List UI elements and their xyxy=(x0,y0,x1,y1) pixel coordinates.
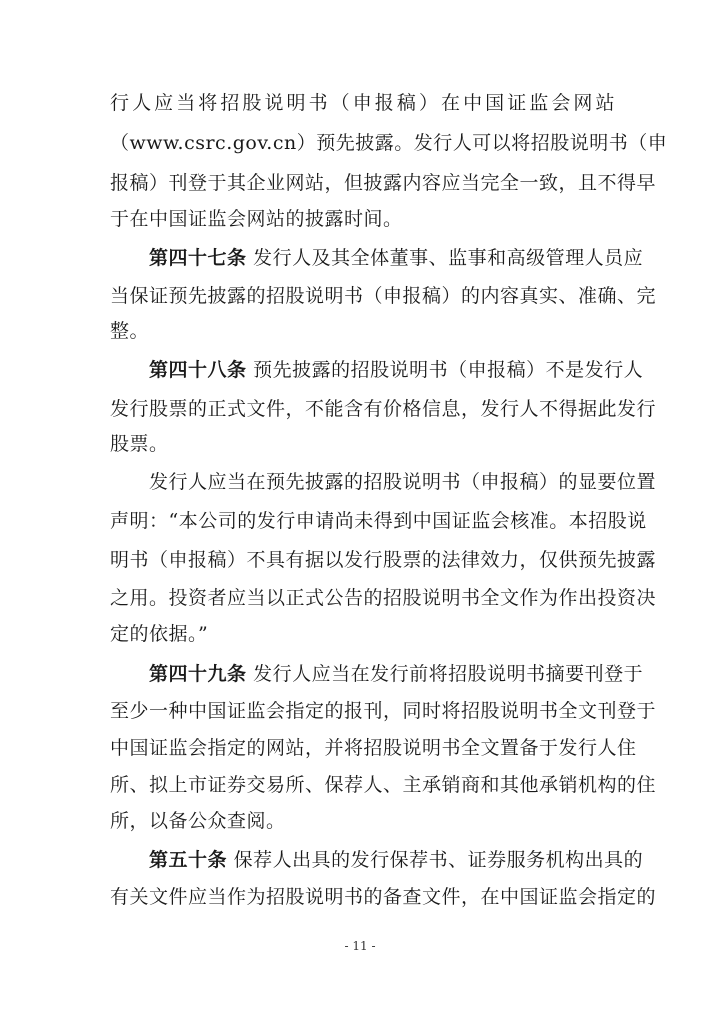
text-line: 行人应当将招股说明书（申报稿）在中国证监会网站 xyxy=(110,92,615,114)
article-text: 发行人及其全体董事、监事和高级管理人员应 xyxy=(253,247,644,269)
article-49-first-line xyxy=(149,654,644,694)
article-title: 第四十七条 xyxy=(149,247,247,269)
article-text: 发行人应当在发行前将招股说明书摘要刊登于 xyxy=(253,663,644,685)
text-line: （www.csrc.gov.cn）预先披露。发行人可以将招股说明书（申 xyxy=(110,132,668,154)
text-line: 至少一种中国证监会指定的报刊，同时将招股说明书全文刊登于 xyxy=(110,700,657,722)
page-number: - 11 - xyxy=(344,939,376,953)
text-line: 发行股票的正式文件，不能含有价格信息，发行人不得据此发行 xyxy=(110,398,657,420)
text-line: 当保证预先披露的招股说明书（申报稿）的内容真实、准确、完 xyxy=(110,285,657,307)
text-line: 所，以备公众查阅。 xyxy=(110,810,286,832)
text-line: 整。 xyxy=(110,320,150,342)
text-line: 定的依据。” xyxy=(110,623,209,645)
text-line: 所、拟上市证券交易所、保荐人、主承销商和其他承销机构的住 xyxy=(110,774,657,796)
text-line: 明书（申报稿）不具有据以发行股票的法律效力，仅供预先披露 xyxy=(110,549,657,571)
article-text: 预先披露的招股说明书（申报稿）不是发行人 xyxy=(253,359,644,381)
text-line: 于在中国证监会网站的披露时间。 xyxy=(110,208,403,230)
text-line: 声明：“本公司的发行申请尚未得到中国证监会核准。本招股说 xyxy=(110,510,647,532)
text-line: 中国证监会指定的网站，并将招股说明书全文置备于发行人住 xyxy=(110,737,637,759)
article-title: 第五十条 xyxy=(149,849,228,871)
article-title: 第四十八条 xyxy=(149,359,247,381)
text-line: 股票。 xyxy=(110,433,169,455)
text-line: 发行人应当在预先披露的招股说明书（申报稿）的显要位置 xyxy=(149,471,657,493)
article-text: 保荐人出具的发行保荐书、证券服务机构出具的 xyxy=(233,849,644,871)
article-50-first-line xyxy=(149,840,644,880)
article-48-first-line xyxy=(149,350,644,390)
article-47-first-line xyxy=(149,238,644,278)
article-title: 第四十九条 xyxy=(149,663,247,685)
text-line: 报稿）刊登于其企业网站，但披露内容应当完全一致，且不得早 xyxy=(110,172,657,194)
text-line: 有关文件应当作为招股说明书的备查文件，在中国证监会指定的 xyxy=(110,886,657,908)
text-line: 之用。投资者应当以正式公告的招股说明书全文作为作出投资决 xyxy=(110,587,657,609)
